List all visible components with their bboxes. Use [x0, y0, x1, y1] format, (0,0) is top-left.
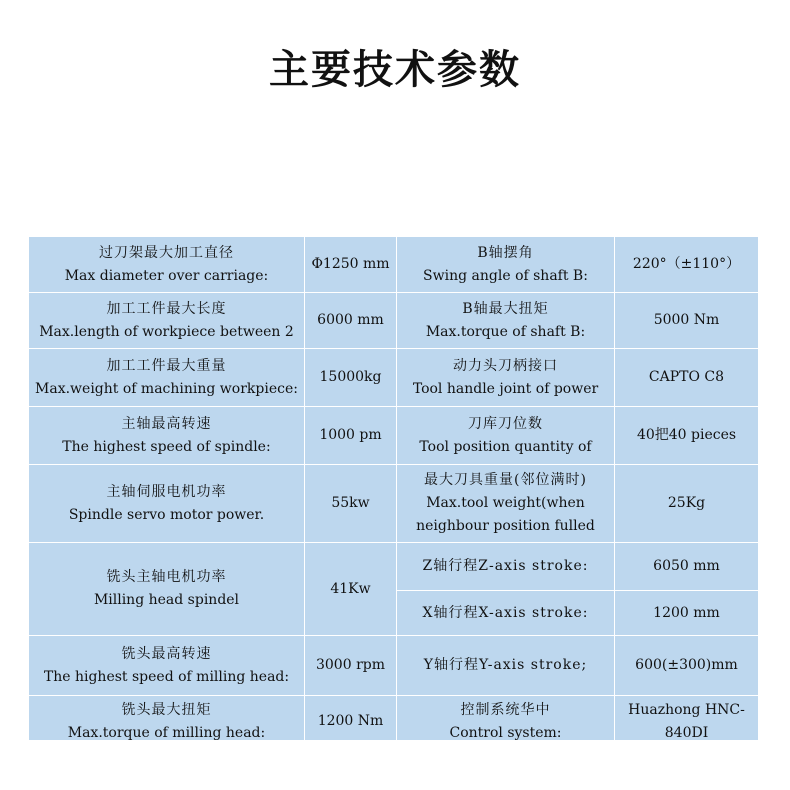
- spec-label-en: Max.torque of shaft B:: [425, 323, 586, 340]
- spec-value-text: Huazhong HNC-840DI: [628, 701, 745, 740]
- spec-label: [397, 696, 615, 741]
- spec-value: 3000 rpm: [305, 636, 397, 696]
- spec-value: 55kw: [305, 465, 397, 543]
- spec-label: [397, 636, 615, 696]
- spec-label-zh: 加工工件最大重量: [106, 357, 227, 374]
- spec-value: 6050 mm: [615, 543, 759, 591]
- spec-label-zh: 过刀架最大加工直径: [99, 244, 234, 261]
- table-row: [29, 293, 759, 349]
- spec-label: [29, 696, 305, 741]
- spec-label-en: Control system:: [449, 724, 562, 740]
- spec-value: 1000 pm: [305, 407, 397, 465]
- spec-label-zh: 最大刀具重量(邻位满时): [424, 472, 587, 488]
- spec-value: 1200 mm: [615, 591, 759, 636]
- table-row: [29, 237, 759, 293]
- spec-label-zh: 铣头最大扭矩: [121, 701, 212, 718]
- spec-label-zh: B轴摆角: [477, 244, 534, 261]
- spec-value: 41Kw: [305, 543, 397, 636]
- spec-value: 6000 mm: [305, 293, 397, 349]
- spec-label-zh: 动力头刀柄接口: [453, 357, 558, 374]
- spec-label-zh: 铣头最高转速: [121, 645, 212, 662]
- spec-label-en: Tool position quantity of: [419, 438, 592, 455]
- spec-label: [397, 237, 615, 293]
- spec-label-en: Spindle servo motor power.: [68, 506, 265, 523]
- spec-label: [397, 543, 615, 591]
- spec-label-en: Max.weight of machining workpiece:: [35, 380, 298, 397]
- spec-label-en: Max diameter over carriage:: [64, 267, 269, 284]
- spec-label: [29, 636, 305, 696]
- spec-label: [29, 237, 305, 293]
- spec-label-zh: Y轴行程Y-axis stroke;: [423, 657, 588, 673]
- spec-label: [397, 465, 615, 543]
- spec-value: 5000 Nm: [615, 293, 759, 349]
- spec-label-en: The highest speed of spindle:: [62, 438, 271, 455]
- spec-value: 40把40 pieces: [615, 407, 759, 465]
- spec-label-zh: 刀库刀位数: [468, 415, 543, 432]
- spec-label-en: neighbour position fulled: [416, 518, 595, 534]
- table-row: [29, 349, 759, 407]
- spec-label-zh: 主轴伺服电机功率: [106, 483, 227, 500]
- spec-label: [397, 293, 615, 349]
- spec-label: [397, 349, 615, 407]
- spec-value: CAPTO C8: [615, 349, 759, 407]
- spec-label-zh: 控制系统华中: [460, 701, 551, 718]
- spec-label: [29, 543, 305, 636]
- spec-value: 25Kg: [615, 465, 759, 543]
- spec-label-en: The highest speed of milling head:: [43, 668, 290, 685]
- spec-label: [397, 407, 615, 465]
- spec-label-en: Max.length of workpiece between 2: [39, 323, 294, 340]
- spec-table: [28, 236, 758, 740]
- spec-label-zh: Z轴行程Z-axis stroke:: [422, 558, 589, 574]
- spec-label: [29, 349, 305, 407]
- spec-label-zh: X轴行程X-axis stroke:: [422, 604, 589, 621]
- spec-label-en: Tool handle joint of power: [412, 380, 599, 397]
- spec-value: 220°（±110°）: [615, 237, 759, 293]
- spec-value: 15000kg: [305, 349, 397, 407]
- spec-label: [29, 407, 305, 465]
- spec-label-en: Max.torque of milling head:: [67, 724, 266, 740]
- table-row: [29, 636, 759, 696]
- table-row: [29, 696, 759, 741]
- spec-label-en: Max.tool weight(when: [426, 495, 585, 511]
- spec-label-zh: B轴最大扭矩: [462, 300, 549, 317]
- spec-value: Φ1250 mm: [305, 237, 397, 293]
- table-row: [29, 543, 759, 591]
- page-title: 主要技术参数: [269, 47, 521, 93]
- spec-label: [29, 293, 305, 349]
- spec-label-zh: 加工工件最大长度: [106, 300, 227, 317]
- spec-label-en: Swing angle of shaft B:: [423, 267, 588, 284]
- spec-value: [615, 696, 759, 741]
- table-row: [29, 465, 759, 543]
- spec-label: [29, 465, 305, 543]
- spec-value: 600(±300)mm: [615, 636, 759, 696]
- table-row: [29, 407, 759, 465]
- spec-label-en: Milling head spindel: [93, 592, 240, 608]
- spec-label-zh: 铣头主轴电机功率: [106, 569, 227, 585]
- spec-label: [397, 591, 615, 636]
- spec-table-container: [28, 236, 758, 740]
- spec-label-zh: 主轴最高转速: [121, 415, 212, 432]
- spec-value: 1200 Nm: [305, 696, 397, 741]
